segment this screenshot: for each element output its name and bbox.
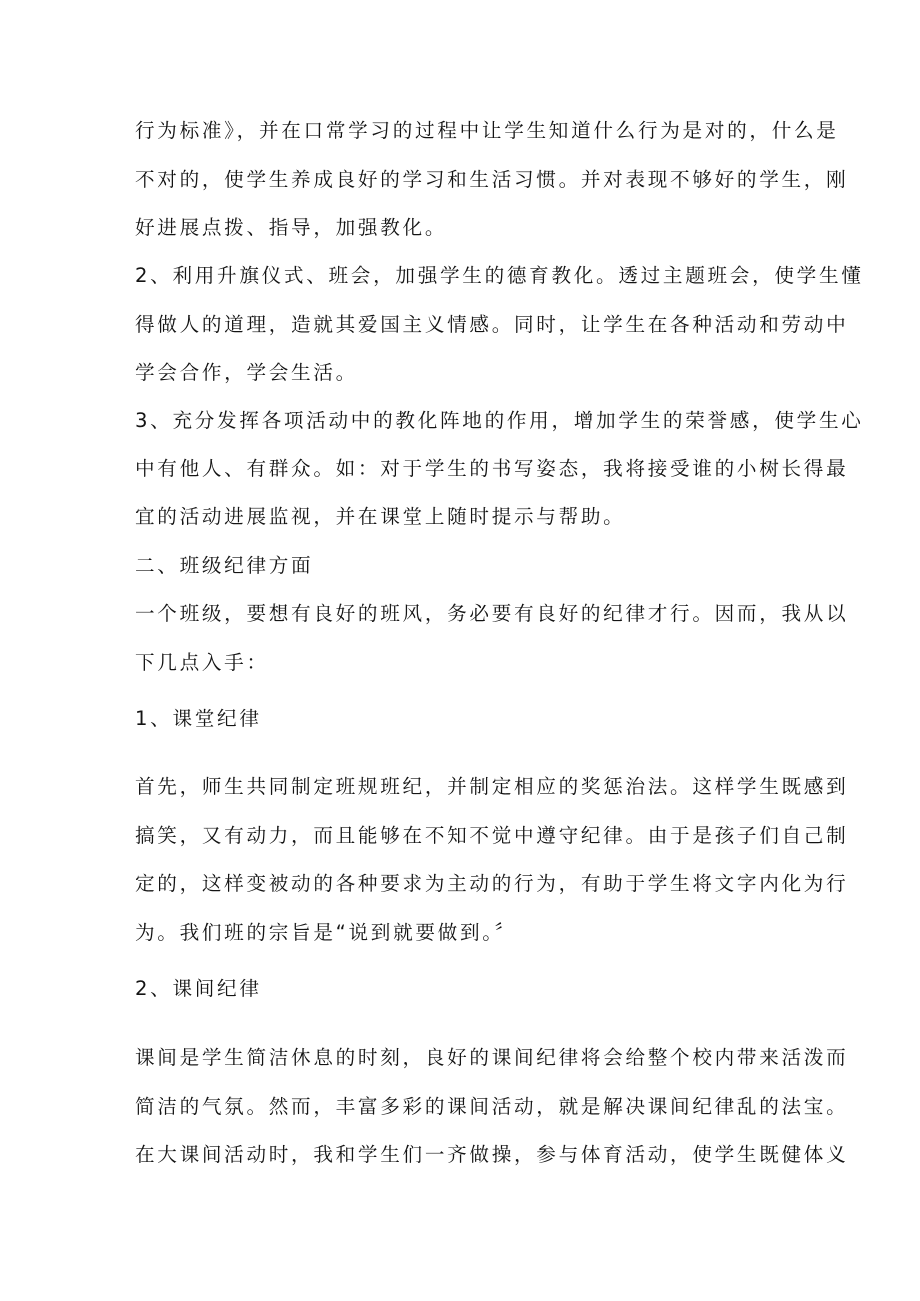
paragraph-line: 行为标准》，并在口常学习的过程中让学生知道什么行为是对的，什么是 bbox=[135, 119, 839, 142]
paragraph-line: 宜的活动进展监视，并在课堂上随时提示与帮助。 bbox=[135, 505, 626, 528]
subsection-heading: 2、课间纪律 bbox=[135, 977, 262, 1000]
paragraph-line: 好进展点拨、指导，加强教化。 bbox=[135, 216, 448, 239]
paragraph-line: 为。我们班的宗旨是“说到就要做到。〞 bbox=[135, 921, 518, 944]
paragraph-line: 定的，这样变被动的各种要求为主动的行为，有助于学生将文字内化为行 bbox=[135, 872, 849, 895]
paragraph-line: 首先，师生共同制定班规班纪，并制定相应的奖惩治法。这样学生既感到 bbox=[135, 775, 849, 798]
paragraph-line: 学会合作，学会生活。 bbox=[135, 361, 358, 384]
paragraph-line: 搞笑，又有动力，而且能够在不知不觉中遵守纪律。由于是孩子们自己制 bbox=[135, 824, 849, 847]
paragraph-line: 中有他人、有群众。如：对于学生的书写姿态，我将接受谁的小树长得最 bbox=[135, 457, 849, 480]
paragraph-line: 不对的，使学生养成良好的学习和生活习惯。并对表现不够好的学生，刚 bbox=[135, 168, 849, 191]
paragraph-line: 课间是学生简洁休息的时刻，良好的课间纪律将会给整个校内带来活泼而 bbox=[135, 1046, 849, 1069]
list-item-line: 3、充分发挥各项活动中的教化阵地的作用，增加学生的荣誉感，使学生心 bbox=[135, 409, 864, 432]
paragraph-line: 简洁的气氛。然而，丰富多彩的课间活动，就是解决课间纪律乱的法宝。 bbox=[135, 1095, 849, 1118]
paragraph-line: 一个班级，要想有良好的班风，务必要有良好的纪律才行。因而，我从以 bbox=[135, 602, 849, 625]
list-item-line: 2、利用升旗仪式、班会，加强学生的德育教化。透过主题班会，使学生懂 bbox=[135, 264, 864, 287]
section-heading: 二、班级纪律方面 bbox=[135, 554, 314, 577]
paragraph-line: 下几点入手： bbox=[135, 651, 269, 674]
paragraph-line: 在大课间活动时，我和学生们一齐做操，参与体育活动，使学生既健体义 bbox=[135, 1143, 849, 1166]
paragraph-line: 得做人的道理，造就其爱国主义情感。同时，让学生在各种活动和劳动中 bbox=[135, 313, 849, 336]
subsection-heading: 1、课堂纪律 bbox=[135, 707, 262, 730]
